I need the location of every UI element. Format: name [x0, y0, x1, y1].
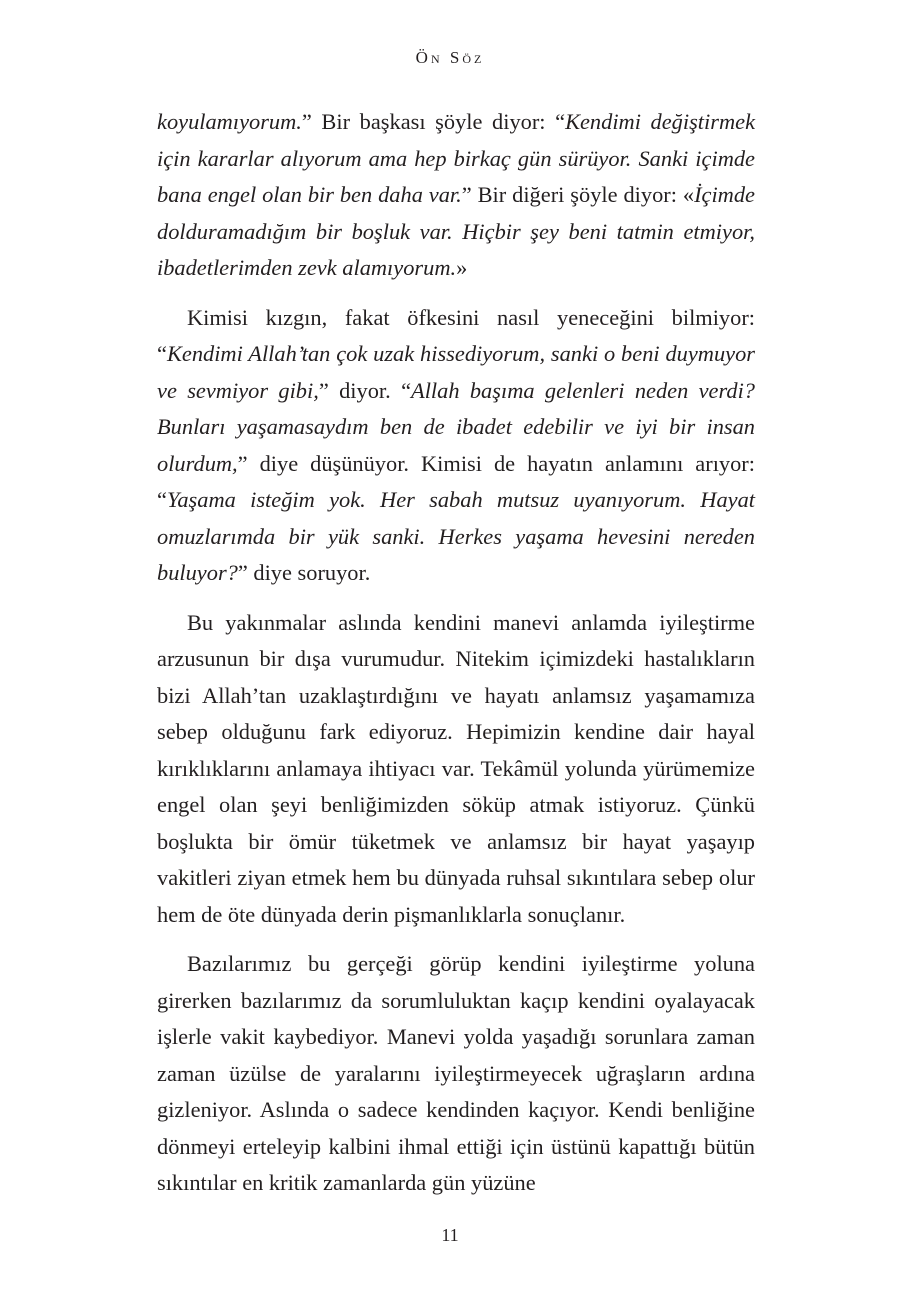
text-segment: Bu yakınmalar aslında kendini manevi anlamda iyileştirme arzusunun bir dışa vurumudur. Nitekim içimizdeki hastalıkların bizi Allah’tan uzaklaştırdığını ve hayatı anlamsız yaşamamıza sebep olduğunu fark ediyoruz. Hepimizin kendine dair hayal kırıklıklarını anlamaya ihtiyacı var. Tekâmül yolunda yürümemize engel olan şeyi benliğimizden söküp atmak istiyoruz. Çünkü boşlukta bir ömür tüketmek ve anlamsız bir hayat yaşayıp vakitleri ziyan etmek hem bu dünyada ruhsal sıkıntılara sebep olur hem de öte dünyada derin pişmanlıklarla sonuçlanır. — [157, 609, 755, 927]
running-head: Ön Söz — [415, 48, 485, 67]
paragraph-1 — [157, 104, 755, 287]
quote-segment: koyulamıyorum. — [157, 109, 302, 134]
text-segment: ” diyor. “ — [318, 377, 412, 403]
quote-segment: İçimde dolduramadığım bir boşluk var. Hiçbir şey beni tatmin etmiyor, ibadetlerimden zevk alamıyorum. — [157, 182, 755, 280]
quote-segment: Kendimi Allah’tan çok uzak hissediyorum, sanki o beni duymuyor ve sevmiyor gibi, — [157, 341, 755, 403]
text-segment: Kimisi kızgın, fakat öfkesini nasıl yeneceğini bilmiyor: “ — [157, 304, 755, 366]
body-text — [157, 104, 755, 1215]
page-number: 11 — [441, 1225, 459, 1245]
text-segment: » — [456, 255, 468, 280]
text-segment: ” diye soruyor. — [237, 560, 371, 585]
text-segment: ” Bir başkası şöyle diyor: “ — [301, 109, 566, 134]
text-segment: Bazılarımız bu gerçeği görüp kendini iyileştirme yoluna girerken bazılarımız da sorumluluktan kaçıp kendini oyalayacak işlerle vakit kaybediyor. Manevi yolda yaşadığı sorunlara zaman zaman üzülse de yaralarını iyileştirmeyecek uğraşların ardına gizleniyor. Aslında o sadece kendinden kaçıyor. Kendi benliğine dönmeyi erteleyip kalbini ihmal ettiği için üstünü kapattığı bütün sıkıntılar en kritik zamanlarda gün yüzüne — [157, 951, 755, 1195]
quote-segment: Kendimi değiştirmek için kararlar alıyorum ama hep birkaç gün sürüyor. Sanki içimde bana engel olan bir ben daha var. — [157, 109, 756, 207]
text-segment: ” Bir diğeri şöyle diyor: « — [461, 182, 695, 207]
paragraph-3 — [157, 605, 755, 934]
text-segment: ” diye düşünüyor. Kimisi de hayatın anlamını arıyor: “ — [157, 450, 755, 512]
paragraph-4 — [157, 946, 755, 1202]
quote-segment: Allah başıma gelenleri neden verdi? Bunları yaşamasaydım ben de ibadet edebilir ve iyi bir insan olurdum, — [157, 377, 755, 476]
quote-segment: Yaşama isteğim yok. Her sabah mutsuz uyanıyorum. Hayat omuzlarımda bir yük sanki. Herkes yaşama hevesini nereden buluyor? — [157, 487, 755, 585]
paragraph-2 — [157, 300, 755, 592]
